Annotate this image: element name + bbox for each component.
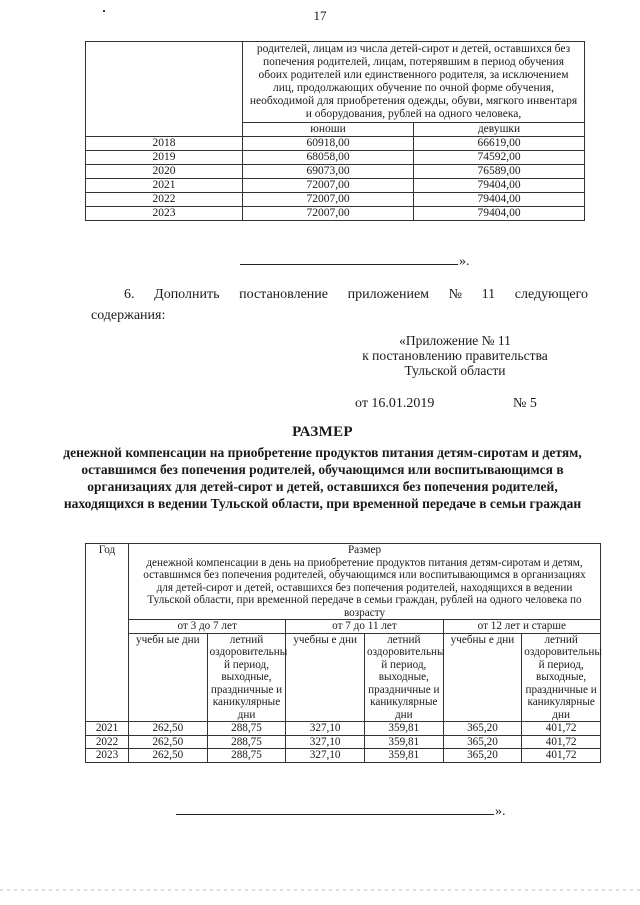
table-row xyxy=(86,722,601,736)
paragraph-word: Дополнить xyxy=(154,287,220,302)
appendix-line-3: Тульской области xyxy=(404,363,506,378)
paragraph-line-2: содержания: xyxy=(91,308,166,323)
paragraph-line-1 xyxy=(94,286,588,303)
table-header-row xyxy=(86,544,601,620)
boys-cell: 68058,00 xyxy=(243,151,414,165)
table-row xyxy=(86,137,585,151)
study-days-header: учебны е дни xyxy=(286,633,365,722)
age-group-row xyxy=(86,620,601,634)
value-cell: 327,10 xyxy=(286,749,365,763)
summer-days-header: летний оздоровительны й период, выходные, праздничные и каникулярные дни xyxy=(364,633,443,722)
year-cell: 2018 xyxy=(86,137,243,151)
girls-cell: 79404,00 xyxy=(414,193,585,207)
paragraph-word: 11 xyxy=(481,287,496,302)
table-row xyxy=(86,749,601,763)
appendix-line-1: «Приложение № 11 xyxy=(399,333,511,348)
value-cell: 401,72 xyxy=(522,735,601,749)
table-caption-title: Размер xyxy=(347,544,382,556)
appendix-line-2: к постановлению правительства xyxy=(362,348,548,363)
year-cell: 2021 xyxy=(86,722,129,736)
appendix-header xyxy=(330,333,580,378)
end-mark: ». xyxy=(459,254,470,269)
table-caption xyxy=(129,544,601,620)
col-girls-header: девушки xyxy=(414,123,585,137)
value-cell: 365,20 xyxy=(443,735,522,749)
girls-cell: 66619,00 xyxy=(414,137,585,151)
decree-date: от 16.01.2019 xyxy=(355,396,435,411)
year-cell: 2023 xyxy=(86,207,243,221)
table-caption-text: денежной компенсации в день на приобретение продуктов питания детям-сиротам и детям, оставшимся без попечения родителей, обучающимся или воспитывающимся в организациях для детей-сирот и детей, оставшихся без попечения родителей, находящихся в ведении Тульской области, при временной передаче в семьи граждан, рублей на одного человека по возрасту xyxy=(143,556,586,619)
age-group-7-11: от 7 до 11 лет xyxy=(286,620,443,634)
paragraph-word: № xyxy=(448,287,463,302)
value-cell: 262,50 xyxy=(129,722,208,736)
paragraph-6 xyxy=(91,286,588,324)
boys-cell: 69073,00 xyxy=(243,165,414,179)
year-cell: 2023 xyxy=(86,749,129,763)
paragraph-word: постановление xyxy=(239,287,328,302)
summer-days-header: летний оздоровительны й период, выходные, праздничные и каникулярные дни xyxy=(207,633,286,722)
value-cell: 327,10 xyxy=(286,722,365,736)
value-cell: 288,75 xyxy=(207,722,286,736)
paragraph-word: следующего xyxy=(514,287,588,302)
value-cell: 401,72 xyxy=(522,722,601,736)
table-header-text: родителей, лицам из числа детей-сирот и детей, оставшихся без попечения родителей, лицам, потерявшим в период обучения обоих родителей или единственного родителя, за исключением лиц, продолжающих обучение по очной форме обучения, необходимой для приобретения одежды, обуви, мягкого инвентаря и оборудования, рублей на одного человека, xyxy=(243,42,585,123)
boys-cell: 72007,00 xyxy=(243,193,414,207)
document-title: РАЗМЕР xyxy=(292,424,353,440)
day-type-row xyxy=(86,633,601,722)
table-row xyxy=(86,151,585,165)
paragraph-word: 6. xyxy=(124,287,135,302)
value-cell: 262,50 xyxy=(129,749,208,763)
girls-cell: 74592,00 xyxy=(414,151,585,165)
value-cell: 365,20 xyxy=(443,722,522,736)
study-days-header: учебн ые дни xyxy=(129,633,208,722)
year-cell: 2022 xyxy=(86,193,243,207)
page-number: 17 xyxy=(313,8,327,23)
table-row xyxy=(86,179,585,193)
table-row xyxy=(86,207,585,221)
table-row xyxy=(86,735,601,749)
table-body xyxy=(86,722,601,763)
end-line xyxy=(176,814,494,815)
boys-cell: 72007,00 xyxy=(243,207,414,221)
value-cell: 327,10 xyxy=(286,735,365,749)
age-group-12-plus: от 12 лет и старше xyxy=(443,620,600,634)
table-body xyxy=(86,137,585,221)
value-cell: 288,75 xyxy=(207,735,286,749)
age-group-3-7: от 3 до 7 лет xyxy=(129,620,286,634)
compensation-table xyxy=(85,543,601,763)
value-cell: 365,20 xyxy=(443,749,522,763)
scan-artifact-line xyxy=(0,889,640,891)
boys-cell: 60918,00 xyxy=(243,137,414,151)
col-boys-header: юноши xyxy=(243,123,414,137)
end-line xyxy=(240,264,458,265)
value-cell: 262,50 xyxy=(129,735,208,749)
value-cell: 359,81 xyxy=(364,722,443,736)
girls-cell: 79404,00 xyxy=(414,207,585,221)
year-cell: 2019 xyxy=(86,151,243,165)
study-days-header: учебны е дни xyxy=(443,633,522,722)
value-cell: 288,75 xyxy=(207,749,286,763)
end-mark: ». xyxy=(495,804,506,819)
table-row xyxy=(86,193,585,207)
value-cell: 359,81 xyxy=(364,735,443,749)
value-cell: 359,81 xyxy=(364,749,443,763)
value-cell: 401,72 xyxy=(522,749,601,763)
paragraph-word: приложением xyxy=(347,287,430,302)
summer-days-header: летний оздоровительны й период, выходные, праздничные и каникулярные дни xyxy=(522,633,601,722)
year-cell: 2020 xyxy=(86,165,243,179)
year-cell: 2022 xyxy=(86,735,129,749)
grant-table xyxy=(85,41,585,221)
col-year-header: Год xyxy=(86,544,129,722)
empty-year-header xyxy=(86,42,243,137)
table-header-row xyxy=(86,42,585,123)
girls-cell: 76589,00 xyxy=(414,165,585,179)
decree-number: № 5 xyxy=(513,396,537,411)
year-cell: 2021 xyxy=(86,179,243,193)
boys-cell: 72007,00 xyxy=(243,179,414,193)
girls-cell: 79404,00 xyxy=(414,179,585,193)
document-subtitle: денежной компенсации на приобретение продуктов питания детям-сиротам и детям, оставшимся без попечения родителей, обучающимся или воспитывающимся в организациях для детей-сирот и детей, оставшихся без попечения родителей, находящихся в ведении Тульской области, при временной передаче в семьи граждан xyxy=(63,445,582,511)
table-row xyxy=(86,165,585,179)
